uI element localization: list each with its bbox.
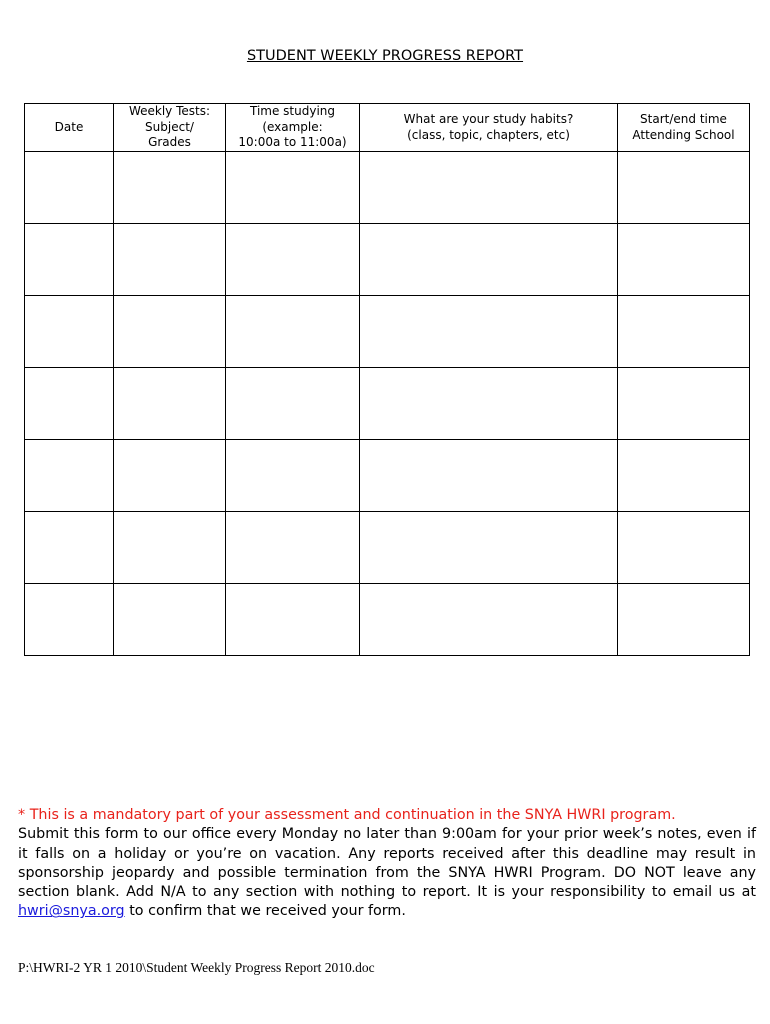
table-body [25,152,750,656]
cell-study-habits[interactable] [360,512,618,584]
cell-time-studying[interactable] [226,152,360,224]
cell-time-studying[interactable] [226,584,360,656]
cell-weekly-tests[interactable] [114,440,226,512]
page-title-text: STUDENT WEEKLY PROGRESS REPORT [246,48,524,64]
page-title [0,46,770,66]
table-row [25,152,750,224]
cell-date[interactable] [25,224,114,296]
cell-date[interactable] [25,368,114,440]
cell-weekly-tests[interactable] [114,296,226,368]
mandatory-notice: * This is a mandatory part of your assessment and continuation in the SNYA HWRI program. [18,807,676,823]
cell-time-studying[interactable] [226,296,360,368]
header-weekly-tests: Weekly Tests: Subject/ Grades [114,104,226,152]
notice-body-end: to confirm that we received your form. [129,903,406,920]
cell-date[interactable] [25,152,114,224]
notice-paragraph [18,806,756,922]
cell-start-end-time[interactable] [618,152,750,224]
cell-time-studying[interactable] [226,440,360,512]
cell-start-end-time[interactable] [618,368,750,440]
cell-start-end-time[interactable] [618,296,750,368]
cell-study-habits[interactable] [360,440,618,512]
header-study-habits: What are your study habits? (class, topic, chapters, etc) [360,104,618,152]
table-header-row [25,104,750,152]
cell-start-end-time[interactable] [618,224,750,296]
email-link[interactable]: hwri@snya.org [18,903,125,920]
header-start-end-time: Start/end time Attending School [618,104,750,152]
cell-study-habits[interactable] [360,584,618,656]
header-date: Date [25,104,114,152]
cell-study-habits[interactable] [360,152,618,224]
cell-start-end-time[interactable] [618,584,750,656]
table-row [25,584,750,656]
cell-time-studying[interactable] [226,368,360,440]
cell-start-end-time[interactable] [618,512,750,584]
file-path-footer: P:\HWRI-2 YR 1 2010\Student Weekly Progress Report 2010.doc [18,960,375,975]
cell-weekly-tests[interactable] [114,224,226,296]
cell-date[interactable] [25,440,114,512]
table-row [25,440,750,512]
table-row [25,512,750,584]
notice-body: Submit this form to our office every Monday no later than 9:00am for your prior week’s notes, even if it falls on a holiday or you’re on vacation. Any reports received after this deadline may result in sponsorship jeopardy and possible termination from the SNYA HWRI Program. DO NOT leave any section blank. Add N/A to any section with nothing to report. It is your responsibility to email us at [18,826,756,901]
cell-weekly-tests[interactable] [114,584,226,656]
cell-weekly-tests[interactable] [114,152,226,224]
cell-time-studying[interactable] [226,512,360,584]
cell-date[interactable] [25,512,114,584]
cell-study-habits[interactable] [360,224,618,296]
cell-study-habits[interactable] [360,296,618,368]
cell-date[interactable] [25,584,114,656]
table-row [25,368,750,440]
cell-study-habits[interactable] [360,368,618,440]
progress-table [24,103,750,656]
cell-weekly-tests[interactable] [114,512,226,584]
cell-date[interactable] [25,296,114,368]
table-row [25,296,750,368]
table-row [25,224,750,296]
cell-time-studying[interactable] [226,224,360,296]
header-time-studying: Time studying (example: 10:00a to 11:00a) [226,104,360,152]
cell-weekly-tests[interactable] [114,368,226,440]
cell-start-end-time[interactable] [618,440,750,512]
